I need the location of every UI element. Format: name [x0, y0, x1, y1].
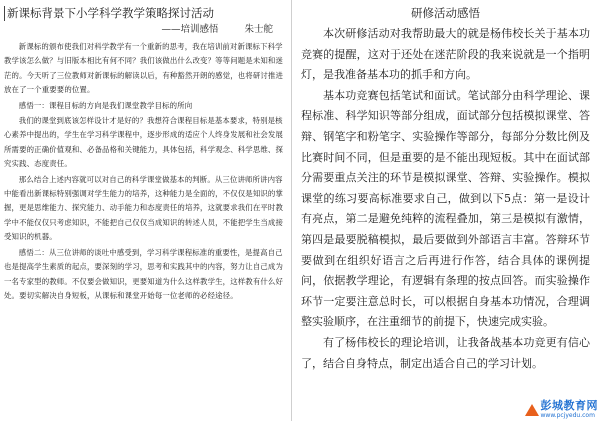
- left-document-page: [0, 0, 291, 421]
- right-paragraph: 基本功竞赛包括笔试和面试。笔试部分由科学理论、课程标准、科学知识等部分组成，面试部分包括模拟课堂、答辩、钢笔字和粉笔字、实验操作等部分，每部分分数比例及比赛时间不同，但是重要的是不能出现短板。其中在面试部分需要重点关注的环节是模拟课堂、答辩、实验操作。模拟课堂的练习要高标准要求自己，做到以下5点：第一是设计有亮点，第二是避免纯粹的流程叠加，第三是模拟有激情，第四是最要脱稿模拟，最后要做到外部语言丰富。答辩环节要做到在组织好语言之后再进行作答，结合具体的课例提问，依据教学理论，有逻辑有条理的按点回答。而实验操作环节一定要注意总时长，可以根据自身基本功情况，合理调整实验顺序，在注重细节的前提下，快速完成实验。: [301, 88, 590, 329]
- left-section-heading: 感悟一：课程目标的方向是我们课堂教学目标的所向: [18, 100, 193, 110]
- left-paragraph: 我们的课堂到底该怎样设计才是好的？我想符合课程目标是基本要求，特别是核心素养中提出的，学生在学习科学课程中，逐步形成的适应个人终身发展和社会发展所需要的正确价值观和、必备品格和关键能力，具体包括，科学观念、科学思维、探究实践、态度责任。: [4, 116, 284, 169]
- page-divider: [291, 0, 292, 421]
- right-paragraph: 本次研修活动对我帮助最大的就是杨伟校长关于基本功竞赛的提醒，这对于还处在迷茫阶段的我来说就是一个指明灯，是我准备基本功的抓手和方向。: [301, 27, 590, 82]
- right-page-title: 研修活动感悟: [411, 6, 480, 20]
- logo-icon: [525, 404, 539, 416]
- left-paragraph: 新课标的颁布使我们对科学教学有一个重新的思考，我在培训前对新课标下科学教学该怎么做？与旧版本相比有何不同？我们该做出什么改变？等等问题是未知和迷茫的。今天听了三位教师对新课标的解读以后，有种豁然开朗的感觉，也将研讨推进放在了一个重要要的位置。: [4, 42, 284, 95]
- watermark-url: www.pcjyedu.com: [540, 412, 595, 419]
- watermark-title: 彭城教育网: [540, 399, 598, 412]
- left-page-title: 新课标背景下小学科学教学策略探讨活动: [4, 6, 285, 21]
- left-page-byline: [4, 23, 273, 37]
- left-page-author: 朱士舵: [244, 24, 273, 35]
- right-document-page: [293, 0, 600, 421]
- left-page-subtitle: ——培训感悟: [161, 24, 219, 35]
- site-watermark: [525, 400, 599, 419]
- left-paragraph: 感悟二：从三位讲师的谈吐中感受到，学习科学课程标准的重要性，是提高自己也是提高学生素质的起点，要深刻的学习，思考和实践其中的内容，努力让自己成为一名专家型的教师。不仅要会做知识，更要知道为什么这样教学生，这样教有什么好处。要切实解决自身短板，从课标和课堂开始每一位老师的必经途径。: [4, 247, 284, 300]
- right-paragraph: 有了杨伟校长的理论培训，让我备战基本功竞更有信心了，结合自身特点，制定出适合自己的学习计划。: [301, 335, 590, 370]
- left-paragraph: 那么结合上述内容就可以对自己的科学课堂做基本的判断。从三位讲师所讲内容中能看出新课标特别强调对学生能力的培养，这种能力是全面的，不仅仅是知识的掌握，更是思维能力、探究能力、动手能力和态度责任的培养，这就要求我们在平时教学中不能仅仅只考虑知识，不能把自己仅仅当成知识的转述人员，不能把学生当成接受知识的机器。: [4, 174, 284, 242]
